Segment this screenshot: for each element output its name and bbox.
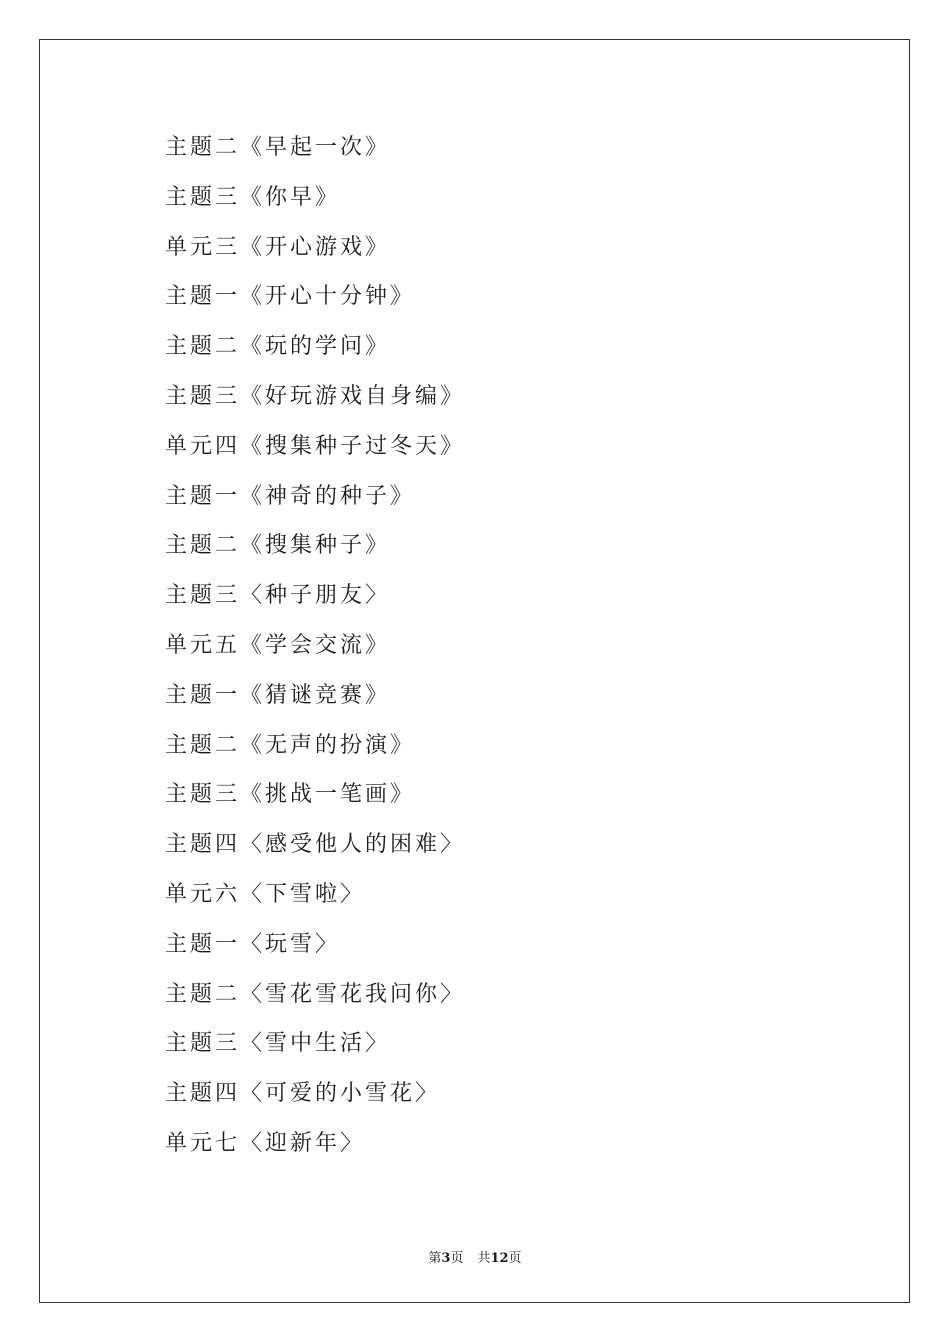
total-pages: 12 <box>490 1251 509 1266</box>
list-item: 主题四〈感受他人的困难〉 <box>165 832 466 858</box>
list-item: 主题三〈雪中生活〉 <box>165 1031 391 1057</box>
list-item: 单元五《学会交流》 <box>165 632 391 658</box>
list-item: 单元七〈迎新年〉 <box>165 1130 366 1156</box>
list-item: 主题二《早起一次》 <box>165 135 391 160</box>
list-item: 主题一《开心十分钟》 <box>165 284 416 310</box>
list-item: 单元六〈下雪啦〉 <box>165 881 366 907</box>
content-list <box>165 128 465 1174</box>
list-item: 主题二《搜集种子》 <box>165 533 391 559</box>
list-item: 单元四《搜集种子过冬天》 <box>165 433 466 459</box>
total-suffix: 页 <box>508 1251 522 1266</box>
list-item: 主题三《好玩游戏自身编》 <box>165 383 466 409</box>
list-item: 主题四〈可爱的小雪花〉 <box>165 1081 441 1107</box>
list-item: 主题二〈雪花雪花我问你〉 <box>165 981 466 1007</box>
list-item: 主题二《玩的学问》 <box>165 334 391 360</box>
page-suffix: 页 <box>450 1251 464 1266</box>
page-prefix: 第 <box>428 1251 442 1266</box>
list-item: 主题二《无声的扮演》 <box>165 732 416 758</box>
list-item: 主题三《挑战一笔画》 <box>165 782 416 808</box>
list-item: 单元三《开心游戏》 <box>165 234 391 260</box>
list-item: 主题三〈种子朋友〉 <box>165 583 391 609</box>
page-footer <box>0 1247 950 1266</box>
list-item: 主题一〈玩雪〉 <box>165 931 341 957</box>
page-number: 3 <box>441 1251 451 1266</box>
total-prefix: 共 <box>477 1251 491 1266</box>
list-item: 主题一《猜谜竞赛》 <box>165 682 391 708</box>
list-item: 主题一《神奇的种子》 <box>165 483 416 509</box>
list-item: 主题三《你早》 <box>165 184 341 210</box>
